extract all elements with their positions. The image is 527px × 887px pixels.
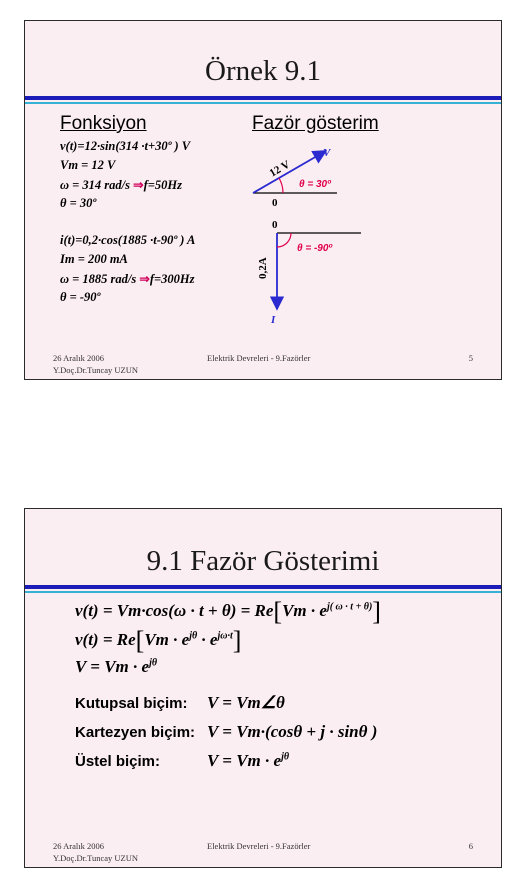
i-origin-label: 0 bbox=[272, 219, 278, 231]
i-phasor-name: I bbox=[271, 314, 276, 326]
footer-date: 26 Aralık 2006 bbox=[53, 353, 104, 363]
footer-left bbox=[53, 352, 138, 376]
slide-5 bbox=[24, 20, 502, 380]
formula-cos-form: $v(t) = Vm\cdot\cos(\omega \cdot t + \theta) = Re[Vm \cdot e^{j( \omega \cdot t + \theta)}]$ bbox=[75, 597, 381, 626]
footer-page-number: 6 bbox=[468, 841, 473, 851]
v-angle-label: θ = 30º bbox=[299, 179, 331, 190]
form-value-cartesian: V = Vm·(cosθ + j · sinθ ) bbox=[207, 722, 378, 741]
footer-author: Y.Doç.Dr.Tuncay UZUN bbox=[53, 853, 138, 863]
i-magnitude-label: 0,2A bbox=[257, 257, 269, 279]
footer-author: Y.Doç.Dr.Tuncay UZUN bbox=[53, 365, 138, 375]
voltage-amplitude: Vm = 12 V bbox=[60, 158, 116, 172]
v-angle-arc bbox=[279, 178, 283, 193]
form-value-exponential: $V = Vm \cdot e^{j\theta}$ bbox=[207, 751, 290, 770]
title-rule-cyan bbox=[25, 102, 501, 104]
slide-6 bbox=[24, 508, 502, 868]
form-label-exponential: Üstel biçim: bbox=[75, 753, 161, 770]
slide-title: Örnek 9.1 bbox=[205, 55, 321, 87]
footer-center: Elektrik Devreleri - 9.Fazörler bbox=[207, 841, 311, 851]
form-label-cartesian: Kartezyen biçim: bbox=[75, 724, 196, 741]
v-magnitude-label: 12 V bbox=[267, 158, 293, 180]
footer-left bbox=[53, 840, 138, 864]
i-angle-label: θ = -90º bbox=[297, 243, 333, 254]
slide-title: 9.1 Fazör Gösterimi bbox=[146, 545, 380, 577]
current-equation: i(t)=0,2·cos(1885 ·t-90º ) A bbox=[60, 233, 196, 247]
footer-center: Elektrik Devreleri - 9.Fazörler bbox=[207, 353, 311, 363]
voltage-equation: v(t)=12·sin(314 ·t+30º ) V bbox=[60, 139, 191, 153]
v-phasor-name: V bbox=[323, 147, 331, 159]
current-theta: θ = -90º bbox=[60, 290, 101, 304]
voltage-omega: ω = 314 rad/s ⇒f=50Hz bbox=[60, 178, 182, 192]
voltage-theta: θ = 30º bbox=[60, 196, 97, 210]
heading-phasor: Fazör gösterim bbox=[252, 113, 379, 134]
implies-arrow-icon: ⇒ bbox=[139, 272, 150, 286]
phasor-diagram bbox=[237, 141, 377, 331]
implies-arrow-icon: ⇒ bbox=[133, 178, 144, 192]
current-amplitude: Im = 200 mA bbox=[60, 252, 128, 266]
formula-phasor-definition: $V = Vm \cdot e^{j\theta}$ bbox=[75, 657, 158, 676]
form-label-polar: Kutupsal biçim: bbox=[75, 695, 188, 712]
footer-page-number: 5 bbox=[468, 353, 473, 363]
footer-date: 26 Aralık 2006 bbox=[53, 841, 104, 851]
current-omega: ω = 1885 rad/s ⇒f=300Hz bbox=[60, 272, 195, 286]
heading-function: Fonksiyon bbox=[60, 113, 147, 134]
v-origin-label: 0 bbox=[272, 197, 278, 209]
title-rule-blue bbox=[25, 585, 501, 589]
i-angle-arc bbox=[277, 233, 291, 247]
title-rule-cyan bbox=[25, 591, 501, 593]
formula-re-form: $v(t) = Re[Vm \cdot e^{j\theta} \cdot e^{j\omega\cdot t}]$ bbox=[75, 626, 242, 655]
title-rule-blue bbox=[25, 96, 501, 100]
form-value-polar: V = Vm∠θ bbox=[207, 693, 285, 712]
